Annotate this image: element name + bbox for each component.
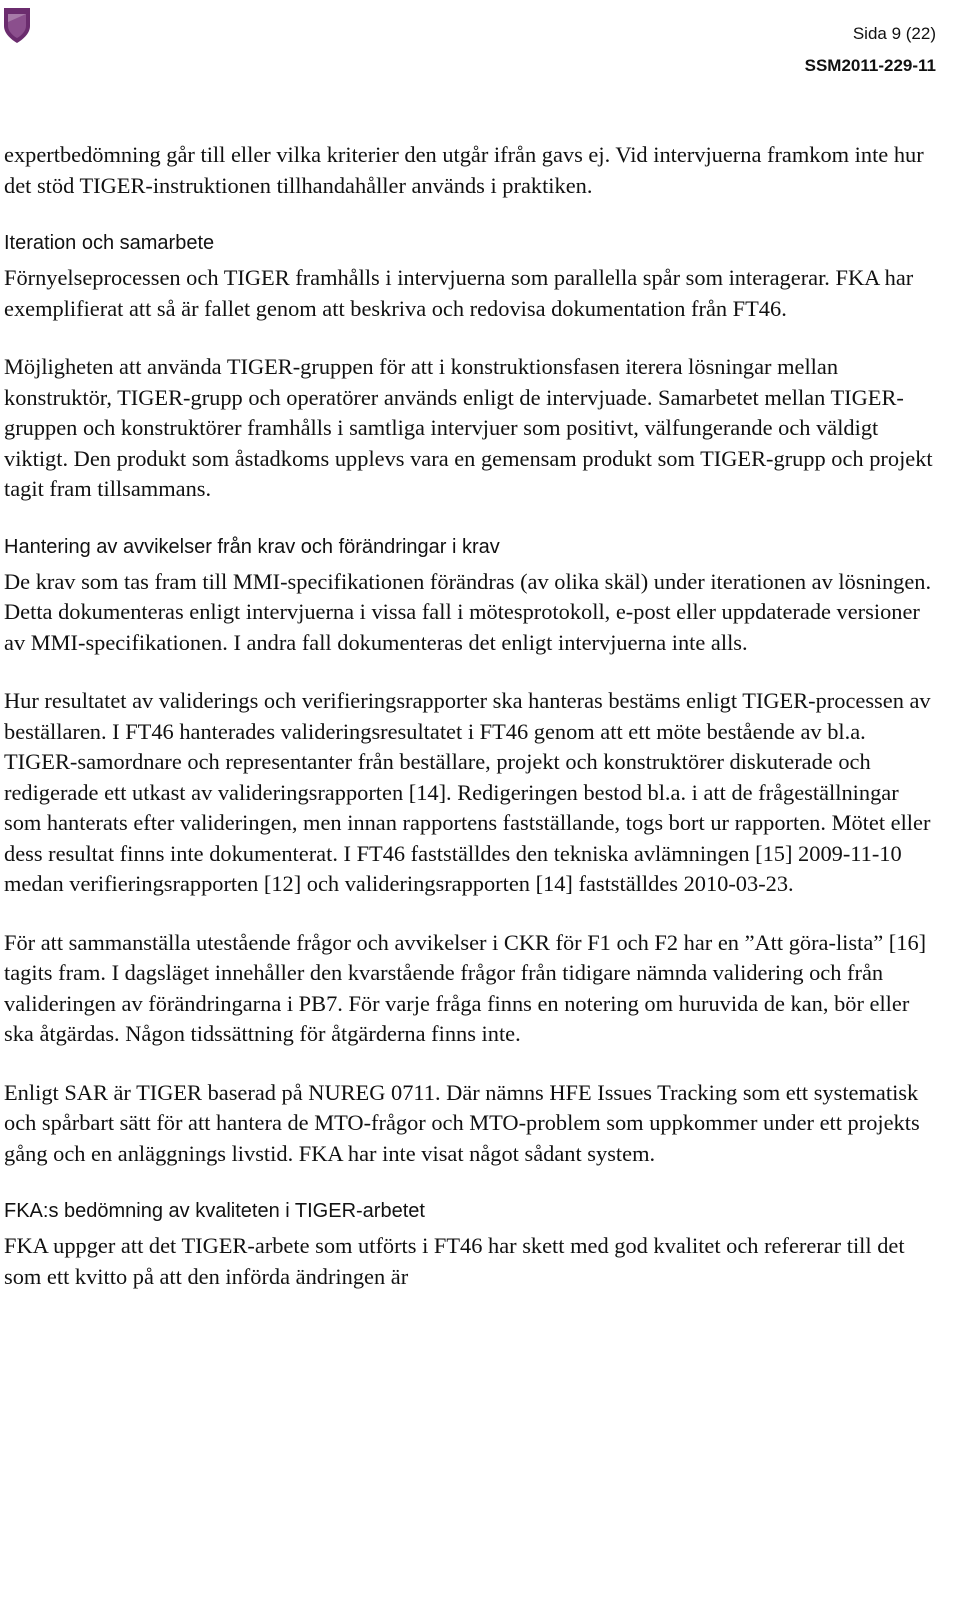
paragraph-quality: FKA uppger att det TIGER-arbete som utförts i FT46 har skett med god kvalitet och refererar till det som ett kvitto på att den införda ändringen är [4,1233,905,1289]
paragraph-nureg: Enligt SAR är TIGER baserad på NUREG 0711. Där nämns HFE Issues Tracking som ett systematisk och spårbart sätt för att hantera de MTO-frågor och MTO-problem som uppkommer under ett projekts gång och en anläggnings livstid. FKA har inte visat något sådant system. [4,1079,920,1166]
heading-deviations: Hantering av avvikelser från krav och förändringar i krav [4,535,500,558]
page-number: Sida 9 (22) [852,24,936,43]
heading-iteration: Iteration och samarbete [4,232,215,254]
document-reference: SSM2011-229-11 [804,56,936,75]
paragraph-todo-list: För att sammanställa utestående frågor och avvikelser i CKR för F1 och F2 har en ”Att göra-lista” [16] tagits fram. I dagsläget innehåller den kvarstående frågor från tidigare nämnda validering och från valideringen av förändringarna i PB7. För varje fråga finns en notering om huruvida de kan, bör eller ska åtgärdas. Någon tidssättning för åtgärderna finns inte. [4,929,927,1046]
paragraph-iteration: Förnyelseprocessen och TIGER framhålls i intervjuerna som parallella spår som interagerar. FKA har exemplifierat att så är fallet genom att beskriva och redovisa dokumentation från FT46. [4,265,914,321]
paragraph-validation: Hur resultatet av validerings och verifieringsrapporter ska hanteras bestäms enligt TIGER-processen av beställaren. I FT46 hanterades valideringsresultatet i FT46 genom att ett möte bestående av bl.a. TIGER-samordnare och representanter från beställare, projekt och konstruktörer diskuterade och redigerade ett utkast av valideringsrapporten [14]. Redigeringen bestod bl.a. i att de frågeställningar som hanterats efter valideringen, men innan rapportens fastställande, togs bort ur rapporten. Mötet eller dess resultat finns inte dokumenterat. I FT46 fastställdes den tekniska avlämningen [15] 2009-11-10 medan verifieringsrapporten [12] och valideringsrapporten [14] fastställdes 2010-03-23. [4,688,931,896]
shield-logo-icon [2,4,32,44]
paragraph-requirements: De krav som tas fram till MMI-specifikationen förändras (av olika skäl) under iterationen av lösningen. Detta dokumenteras enligt intervjuerna i vissa fall i mötesprotokoll, e-post eller uppdaterade versioner av MMI-specifikationen. I andra fall dokumenteras det enligt intervjuerna inte alls. [4,568,932,655]
paragraph-continued: expertbedömning går till eller vilka kriterier den utgår ifrån gavs ej. Vid intervjuerna framkom inte hur det stöd TIGER-instruktionen tillhandahåller används i praktiken. [4,142,924,198]
page-header [805,22,936,78]
document-body [4,140,934,1320]
paragraph-cooperation: Möjligheten att använda TIGER-gruppen för att i konstruktionsfasen iterera lösningar mellan konstruktör, TIGER-grupp och operatörer används enligt de intervjuade. Samarbetet mellan TIGER-gruppen och konstruktörer framhålls i samtliga intervjuer som positivt, välfungerande och väldigt viktigt. Den produkt som åstadkoms upplevs vara en gemensam produkt som TIGER-grupp och projekt tagit fram tillsammans. [4,354,933,501]
heading-quality: FKA:s bedömning av kvaliteten i TIGER-arbetet [4,1200,425,1222]
